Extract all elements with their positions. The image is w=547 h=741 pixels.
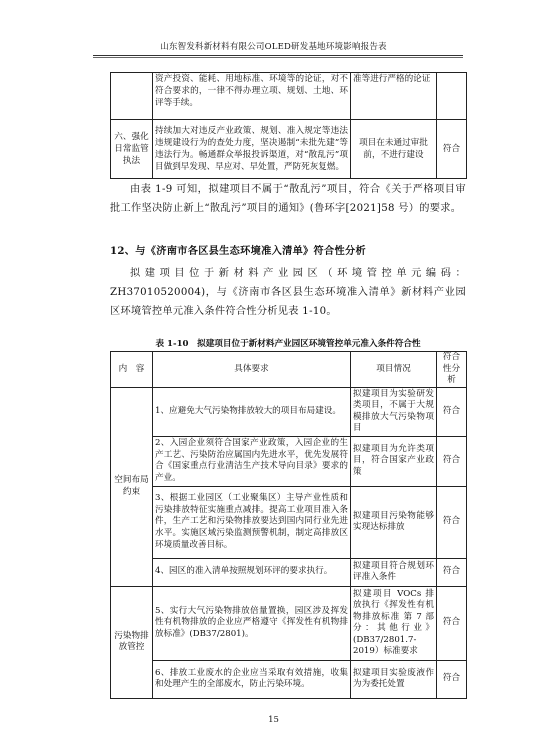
table-row bbox=[111, 558, 467, 586]
table-caption: 表 1-10 拟建项目位于新材料产业园区环境管控单元准入条件符合性 bbox=[155, 339, 421, 349]
group-pollutant-emission: 污染物排放管控 bbox=[111, 586, 153, 698]
situation-cell: 拟建项目实验废液作为为委托处置 bbox=[351, 660, 437, 698]
page-header: 山东智发科新材料有限公司OLED研发基地环境影响报告表 bbox=[160, 42, 387, 52]
table-row bbox=[111, 486, 467, 558]
header-rule bbox=[93, 55, 463, 56]
header-rule-thin bbox=[93, 57, 463, 58]
page-number: 15 bbox=[268, 715, 279, 725]
situation-cell: 拟建项目为实验研发类项目，不属于大规模排放大气污染物项目 bbox=[351, 387, 437, 436]
header-requirement: 具体要求 bbox=[153, 352, 351, 388]
situation-cell: 拟建项目为允许类项目，符合国家产业政策 bbox=[351, 436, 437, 486]
result-cell bbox=[437, 73, 467, 120]
group-spatial-layout: 空间布局约束 bbox=[111, 387, 153, 586]
result-cell: 符合 bbox=[437, 586, 467, 660]
table-row bbox=[111, 73, 467, 120]
requirement-cell: 1、应避免大气污染物排放较大的项目布局建设。 bbox=[153, 387, 351, 436]
table-header-row bbox=[111, 352, 467, 388]
table-1-10 bbox=[110, 351, 467, 699]
requirement-cell: 5、实行大气污染物排放倍量置换，园区涉及挥发性有机物排放的企业应严格遵守《挥发性有机物排放标准》(DB37/2801)。 bbox=[153, 586, 351, 660]
requirement-cell: 持续加大对违反产业政策、规划、准入规定等违法违规建设行为的查处力度，坚决遏制“未批先建”等违法行为。畅通群众举报投诉渠道，对“散乱污”项目做到早发现、早应对、早处置，严防死灰复燃。 bbox=[153, 120, 351, 179]
situation-cell: 项目在未通过审批前，不进行建设 bbox=[351, 120, 437, 179]
situation-cell: 拟建项目 VOCs 排放执行《挥发性有机物排放标准 第 7 部分：其他行业》(DB37/2801.7-2019）标准要求 bbox=[351, 586, 437, 660]
table-row bbox=[111, 660, 467, 698]
requirement-cell: 4、园区的准入清单按照规划环评的要求执行。 bbox=[153, 558, 351, 586]
result-cell: 符合 bbox=[437, 436, 467, 486]
table-row bbox=[111, 586, 467, 660]
table-row bbox=[111, 387, 467, 436]
requirement-cell: 资产投资、能耗、用地标准、环境等的论证，对不符合要求的，一律不得办理立项、规划、土地、环评等手续。 bbox=[153, 73, 351, 120]
table-1-9-continued bbox=[110, 72, 467, 179]
situation-cell: 准等进行严格的论证 bbox=[351, 73, 437, 120]
category-cell bbox=[111, 73, 153, 120]
header-category: 内 容 bbox=[111, 352, 153, 388]
result-cell: 符合 bbox=[437, 486, 467, 558]
header-situation: 项目情况 bbox=[351, 352, 437, 388]
result-cell: 符合 bbox=[437, 120, 467, 179]
paragraph-conclusion: 由表 1-9 可知，拟建项目不属于“散乱污”项目，符合《关于严格项目审批工作坚决防止新上“散乱污”项目的通知》(鲁环字[2021]58 号）的要求。 bbox=[110, 184, 466, 214]
result-cell: 符合 bbox=[437, 387, 467, 436]
result-cell: 符合 bbox=[437, 660, 467, 698]
requirement-cell: 6、排放工业废水的企业应当采取有效措施，收集和处理产生的全部废水，防止污染环境。 bbox=[153, 660, 351, 698]
requirement-cell: 3、根据工业园区（工业聚集区）主导产业性质和污染排放特征实施重点减排。提高工业项目准入条件，生产工艺和污染物排放要达到国内同行业先进水平。实施区域污染监测预警机制，制定高排放区环境质量改善目标。 bbox=[153, 486, 351, 558]
header-result: 符合性分析 bbox=[437, 352, 467, 388]
result-cell: 符合 bbox=[437, 558, 467, 586]
section-heading: 12、与《济南市各区县生态环境准入清单》符合性分析 bbox=[110, 245, 366, 257]
requirement-cell: 2、入园企业须符合国家产业政策，入园企业的生产工艺、污染防治应属国内先进水平，优先发展符合《国家重点行业清洁生产技术导向目录》要求的产业。 bbox=[153, 436, 351, 486]
table-row bbox=[111, 120, 467, 179]
situation-cell: 拟建项目污染物能够实现达标排放 bbox=[351, 486, 437, 558]
situation-cell: 拟建项目符合规划环评准入条件 bbox=[351, 558, 437, 586]
category-cell: 六、强化日常监管执法 bbox=[111, 120, 153, 179]
paragraph-intro: 拟建项目位于新材料产业园区（环境管控单元编码：ZH37010520004)，与《济南市各区县生态环境准入清单》新材料产业园区环境管控单元准入条件符合性分析见表 1-10。 bbox=[110, 268, 466, 317]
table-row bbox=[111, 436, 467, 486]
